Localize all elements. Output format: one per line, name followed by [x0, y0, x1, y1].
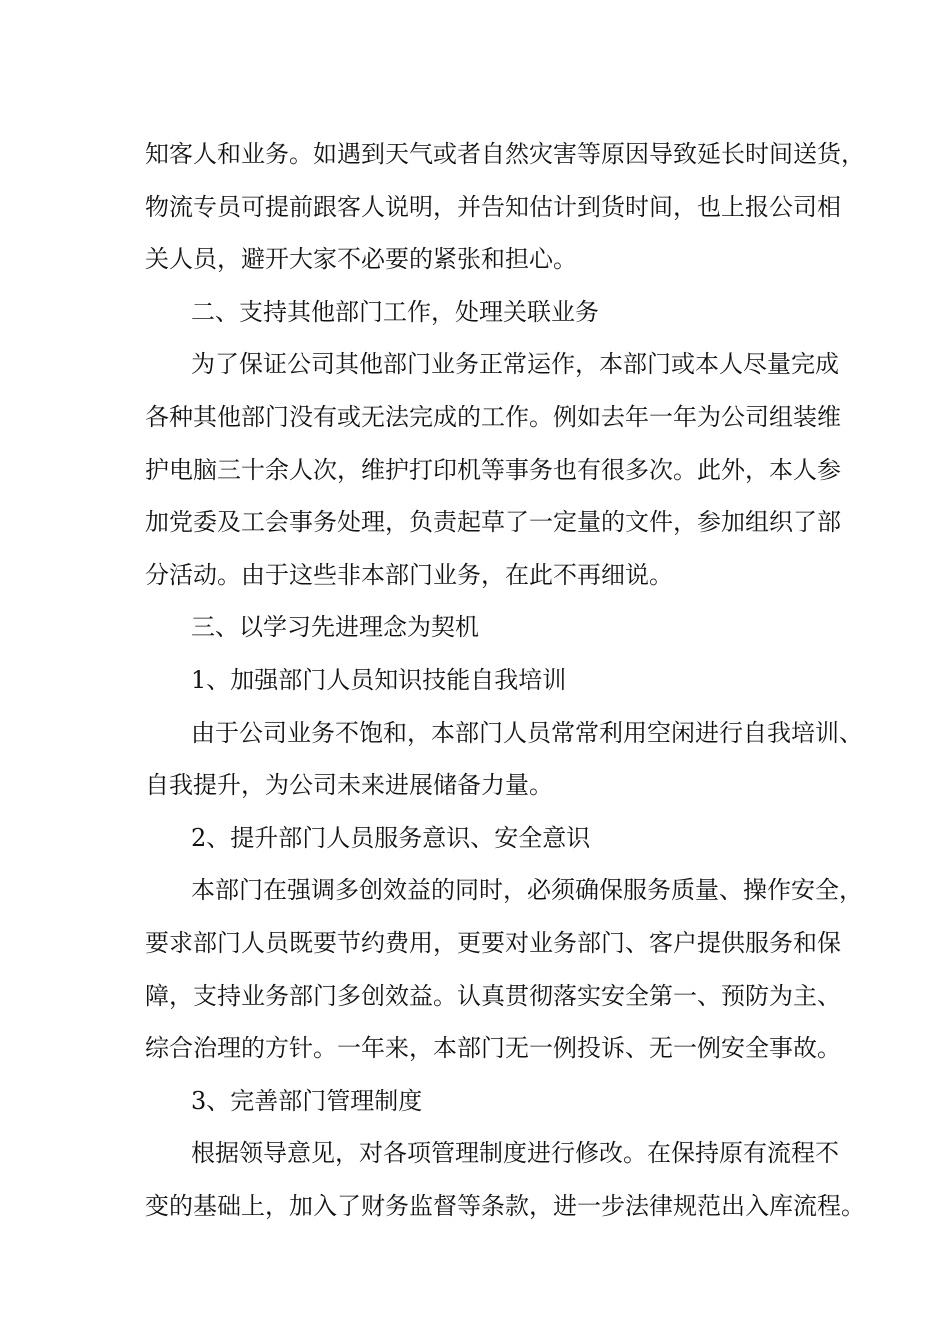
paragraph-line: 分活动。由于这些非本部门业务，在此不再细说。 [145, 560, 673, 589]
paragraph-line: 要求部门人员既要节约费用，更要对业务部门、客户提供服务和保 [145, 928, 841, 957]
paragraph-line: 加党委及工会事务处理，负责起草了一定量的文件，参加组织了部 [145, 508, 841, 537]
paragraph-line: 综合治理的方针。一年来，本部门无一例投诉、无一例安全事故。 [145, 1034, 841, 1063]
paragraph-line: 自我提升，为公司未来进展储备力量。 [145, 771, 553, 800]
paragraph-line: 根据领导意见，对各项管理制度进行修改。在保持原有流程不 [191, 1139, 839, 1168]
paragraph-line: 为了保证公司其他部门业务正常运作，本部门或本人尽量完成 [191, 350, 839, 379]
subsection-heading: 1、加强部门人员知识技能自我培训 [191, 665, 567, 694]
document-body [145, 128, 865, 1232]
paragraph-line: 各种其他部门没有或无法完成的工作。例如去年一年为公司组装维 [145, 402, 841, 431]
paragraph-line: 知客人和业务。如遇到天气或者自然灾害等原因导致延长时间送货， [145, 140, 865, 168]
subsection-heading: 2、提升部门人员服务意识、安全意识 [191, 823, 591, 852]
section-heading: 三、以学习先进理念为契机 [191, 613, 479, 642]
paragraph-line: 物流专员可提前跟客人说明，并告知估计到货时间，也上报公司相 [145, 192, 841, 221]
section-heading: 二、支持其他部门工作，处理关联业务 [191, 297, 599, 326]
paragraph-line: 由于公司业务不饱和，本部门人员常常利用空闲进行自我培训、 [191, 718, 863, 747]
paragraph-line: 关人员，避开大家不必要的紧张和担心。 [145, 245, 577, 274]
paragraph-line: 变的基础上，加入了财务监督等条款，进一步法律规范出入库流程。 [145, 1191, 865, 1220]
paragraph-line: 护电脑三十余人次，维护打印机等事务也有很多次。此外，本人参 [145, 455, 841, 484]
paragraph-line: 本部门在强调多创效益的同时，必须确保服务质量、操作安全， [191, 876, 863, 905]
paragraph-line: 障，支持业务部门多创效益。认真贯彻落实安全第一、预防为主、 [145, 981, 841, 1010]
subsection-heading: 3、完善部门管理制度 [191, 1086, 423, 1115]
